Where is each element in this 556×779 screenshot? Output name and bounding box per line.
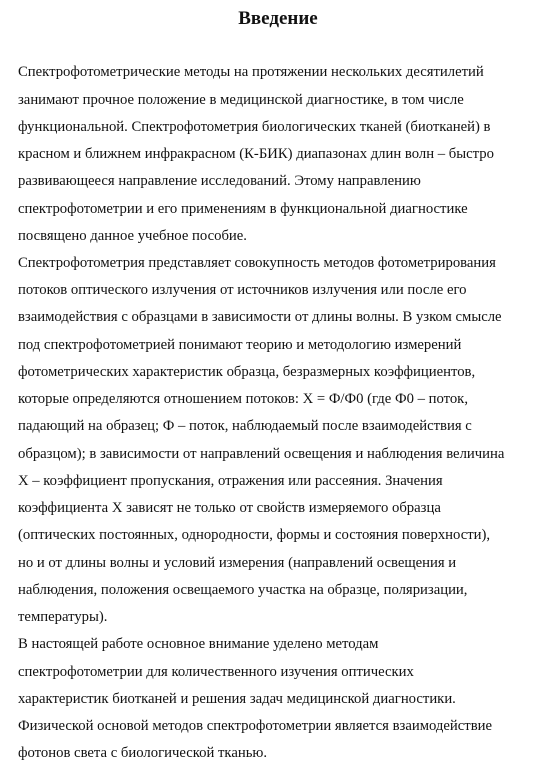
- text-line: красном и ближнем инфракрасном (К-БИК) диапазонах длин волн – быстро: [18, 146, 494, 162]
- text-line: В настоящей работе основное внимание уделено методам: [18, 636, 379, 652]
- text-line: характеристик биотканей и решения задач медицинской диагностики.: [18, 691, 456, 707]
- text-line: функциональной. Спектрофотометрия биологических тканей (биотканей) в: [18, 119, 491, 135]
- text-line: Спектрофотометрия представляет совокупность методов фотометрирования: [18, 255, 496, 271]
- text-line: фотометрических характеристик образца, безразмерных коэффициентов,: [18, 364, 476, 380]
- text-line: падающий на образец; Ф – поток, наблюдаемый после взаимодействия с: [18, 418, 472, 434]
- text-line: спектрофотометрии и его применениям в функциональной диагностике: [18, 201, 468, 217]
- text-line: под спектрофотометрией понимают теорию и методологию измерений: [18, 337, 462, 353]
- text-line: X – коэффициент пропускания, отражения или рассеяния. Значения: [18, 473, 443, 489]
- text-line: посвящено данное учебное пособие.: [18, 228, 247, 244]
- text-line: спектрофотометрии для количественного изучения оптических: [18, 664, 414, 680]
- text-line: образцом); в зависимости от направлений освещения и наблюдения величина: [18, 446, 505, 462]
- text-line: взаимодействия с образцами в зависимости от длины волны. В узком смысле: [18, 309, 502, 325]
- text-line: Физической основой методов спектрофотометрии является взаимодействие: [18, 718, 493, 734]
- text-line: которые определяются отношением потоков: X = Ф/Ф0 (где Ф0 – поток,: [18, 391, 468, 407]
- text-line: коэффициента X зависят не только от свойств измеряемого образца: [18, 500, 441, 516]
- text-line: (оптических постоянных, однородности, формы и состояния поверхности),: [18, 527, 491, 543]
- text-line: температуры).: [18, 609, 108, 625]
- text-line: наблюдения, положения освещаемого участка на образце, поляризации,: [18, 582, 468, 598]
- text-line: фотонов света с биологической тканью.: [18, 745, 268, 761]
- text-line: Спектрофотометрические методы на протяжении нескольких десятилетий: [18, 64, 484, 80]
- text-line: потоков оптического излучения от источников излучения или после его: [18, 282, 467, 298]
- text-line: занимают прочное положение в медицинской диагностике, в том числе: [18, 92, 464, 108]
- page-title: Введение: [238, 8, 318, 29]
- text-line: развивающееся направление исследований. Этому направлению: [18, 173, 421, 189]
- text-line: но и от длины волны и условий измерения (направлений освещения и: [18, 555, 457, 571]
